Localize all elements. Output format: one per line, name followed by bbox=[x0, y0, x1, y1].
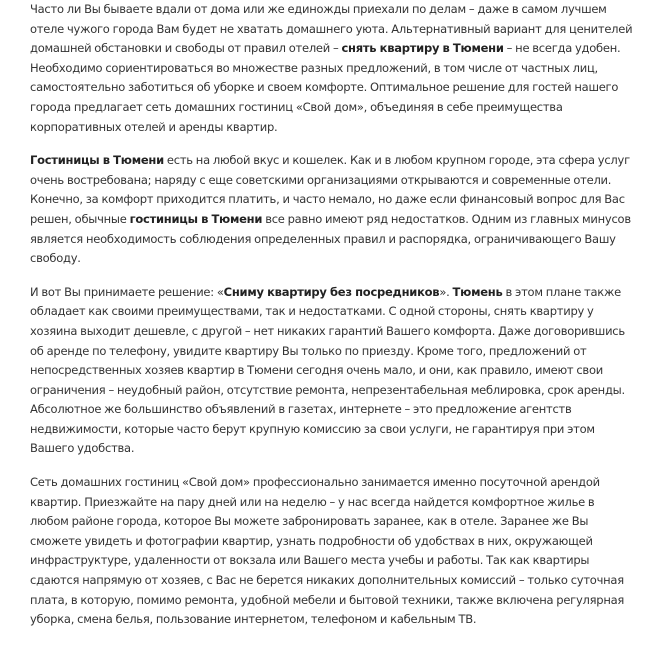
text-segment: И вот Вы принимаете решение: « bbox=[30, 284, 224, 299]
bold-phrase-rent-apartment: снять квартиру в Тюмени bbox=[341, 41, 504, 56]
paragraph-gap bbox=[30, 269, 636, 283]
bold-phrase-hotels-2: гостиницы в Тюмени bbox=[129, 211, 263, 226]
paragraph-hotels bbox=[30, 151, 636, 269]
paragraph-svoy-dom bbox=[30, 473, 636, 630]
paragraph-no-agents bbox=[30, 283, 636, 459]
paragraph-gap bbox=[30, 459, 636, 473]
text-segment: Часто ли Вы бываете вдали от дома или же единожды приехали по делам – даже в самом лучшем отеле чужого города Вам будет не хватать домашнего уюта. Альтернативный вариант для ценителей домашней обстановки и свободы от правил отелей – bbox=[30, 2, 633, 56]
paragraph-intro bbox=[30, 0, 636, 137]
text-segment: Сеть домашних гостиниц «Свой дом» профессионально занимается именно посуточной арендой квартир. Приезжайте на пару дней или на неделю – у нас всегда найдется комфортное жилье в любом районе города, которое Вы можете забронировать заранее, как в отеле. Заранее же Вы сможете увидеть и фотографии квартир, узнать подробности об удобствах в них, окружающей инфраструктуре, удаленности от вокзала или Вашего места учебы и работы. Так как квартиры сдаются напрямую от хозяев, с Вас не берется никаких дополнительных комиссий – только суточная плата, в которую, помимо ремонта, удобной мебели и бытовой техники, также включена регулярная уборка, смена белья, пользование интернетом, телефоном и кабельным ТВ. bbox=[30, 475, 625, 627]
bold-phrase-tyumen: Тюмень bbox=[452, 284, 503, 299]
paragraph-gap bbox=[30, 137, 636, 151]
bold-phrase-no-agents: Сниму квартиру без посредников bbox=[223, 284, 440, 299]
bold-phrase-hotels: Гостиницы в Тюмени bbox=[30, 153, 164, 168]
text-segment: ». bbox=[439, 284, 453, 299]
text-segment: все равно имеют ряд недостатков. Одним из главных минусов является необходимость соблюдения определенных правил и распорядка, ограничивающего Вашу свободу. bbox=[30, 211, 631, 266]
text-segment: есть на любой вкус и кошелек. Как и в любом крупном городе, эта сфера услуг очень востребована; наряду с еще советскими организациями открываются и современные отели. Конечно, за комфорт приходится платить, и часто немало, но даже если финансовый вопрос для Вас решен, обычные bbox=[30, 153, 630, 226]
text-segment: – не всегда удобен. Необходимо сориентироваться во множестве разных предложений, в том числе от частных лиц, самостоятельно заботиться об уборке и своем комфорте. Оптимальное решение для гостей нашего города предлагает сеть домашних гостиниц «Свой дом», объединяя в себе преимущества корпоративных отелей и аренды квартир. bbox=[30, 41, 621, 134]
text-segment: в этом плане также обладает как своими преимуществами, так и недостатками. С одной стороны, снять квартиру у хозяина выходит дешевле, с другой – нет никаких гарантий Вашего комфорта. Даже договорившись об аренде по телефону, увидите квартиру Вы только по приезду. Кроме того, предложений от непосредственных хозяев квартир в Тюмени сегодня очень мало, и они, как правило, имеют свои ограничения – неудобный район, отсутствие ремонта, непрезентабельная меблировка, срок аренды. Абсолютное же большинство объявлений в газетах, интернете – это предложение агентств недвижимости, которые часто берут крупную комиссию за свои услуги, не гарантируя при этом Вашего удобства. bbox=[30, 284, 625, 456]
